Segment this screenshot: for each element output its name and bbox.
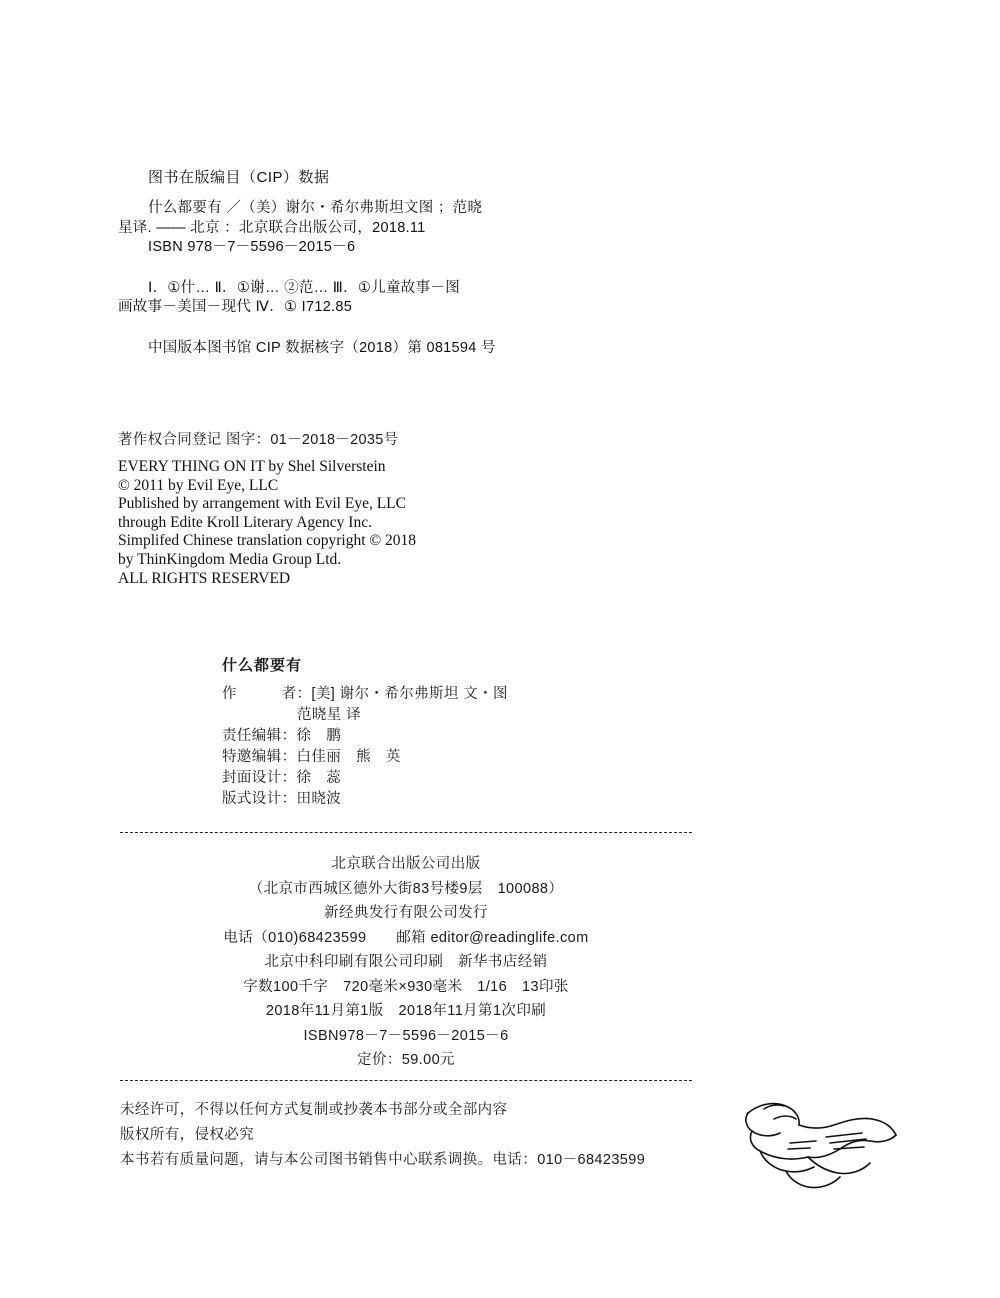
credits-label-editor: 责任编辑： [222,728,297,744]
divider-bottom [120,1080,692,1081]
publisher-line-6: 字数100千字 720毫米×930毫米 1/16 13印张 [243,978,569,995]
copyright-en-line-5: Simplifed Chinese translation copyright © 2018 [118,532,417,550]
copyright-en-line-2: © 2011 by Evil Eye, LLC [118,476,279,494]
publisher-price: 定价：59.00元 [357,1052,455,1068]
copyright-en-line-7: ALL RIGHTS RESERVED [118,569,291,587]
copyright-en-line-4: through Edite Kroll Literary Agency Inc. [118,513,372,531]
credits-value-layout-design: 田晓波 [296,791,342,807]
credits-value-invited-editor: 白佳丽 熊 英 [296,749,401,765]
publisher-line-1: 北京联合出版公司出版 [331,856,481,872]
cip-heading: 图书在版编目（CIP）数据 [148,169,330,186]
publisher-line-7: 2018年11月第1版 2018年11月第1次印刷 [265,1003,547,1019]
credits-author-row [222,684,508,705]
credits-label-invited-editor: 特邀编辑： [222,749,297,765]
decorative-bird-drawing [730,1085,910,1215]
copyright-en-line-6: by ThinKingdom Media Group Ltd. [118,550,342,568]
copyright-english-block [118,458,416,588]
credits-value-cover-design: 徐 蕊 [296,770,342,786]
publisher-block [120,852,692,1073]
copyright-registration: 著作权合同登记 图字：01－2018－2035号 [118,432,399,448]
cip-block [118,170,718,360]
publisher-line-3: 新经典发行有限公司发行 [324,905,488,921]
publisher-isbn: ISBN978－7－5596－2015－6 [303,1027,509,1044]
cip-line-3: ISBN 978－7－5596－2015－6 [148,239,356,255]
credits-row-layout-design [222,789,508,810]
credits-value-editor: 徐 鹏 [296,728,342,744]
divider-top [120,832,692,833]
credits-translator-row: 范晓星 译 [297,707,362,723]
credits-row-editor [222,726,508,747]
publisher-line-4: 电话（010)68423599 邮箱 editor@readinglife.com [223,929,589,946]
cip-line-4: Ⅰ．①什… Ⅱ．①谢… ②范… Ⅲ．①儿童故事－图 [148,279,460,296]
legal-note-2: 版权所有，侵权必究 [120,1127,255,1143]
legal-notes-block [120,1098,740,1173]
credits-label-cover-design: 封面设计： [222,770,297,786]
legal-note-1: 未经许可，不得以任何方式复制或抄袭本书部分或全部内容 [120,1102,508,1118]
credits-block [222,655,508,810]
book-title: 什么都要有 [222,657,303,674]
cip-line-2: 星译. ―― 北京 ：北京联合出版公司，2018.11 [118,219,426,236]
publisher-line-2: （北京市西城区德外大街83号楼9层 100088） [248,880,564,897]
cip-line-5: 画故事－美国－现代 Ⅳ．① I712.85 [118,299,353,315]
credits-author-label: 作 者： [222,686,312,702]
credits-label-layout-design: 版式设计： [222,791,297,807]
legal-note-3: 本书若有质量问题，请与本公司图书销售中心联系调换。电话：010－68423599 [120,1152,646,1168]
publisher-line-5: 北京中科印刷有限公司印刷 新华书店经销 [264,954,548,970]
cip-line-6: 中国版本图书馆 CIP 数据核字（2018）第 081594 号 [148,339,496,356]
copyright-en-line-3: Published by arrangement with Evil Eye, LLC [118,495,406,513]
cip-line-1: 什么都要有 ／（美）谢尔・希尔弗斯坦文图 ；范晓 [148,200,483,216]
copyright-en-line-1: EVERY THING ON IT by Shel Silverstein [118,458,386,475]
credits-row-invited-editor [222,747,508,768]
credits-author-value: [美] 谢尔・希尔弗斯坦 文・图 [311,686,508,702]
credits-row-cover-design [222,768,508,789]
